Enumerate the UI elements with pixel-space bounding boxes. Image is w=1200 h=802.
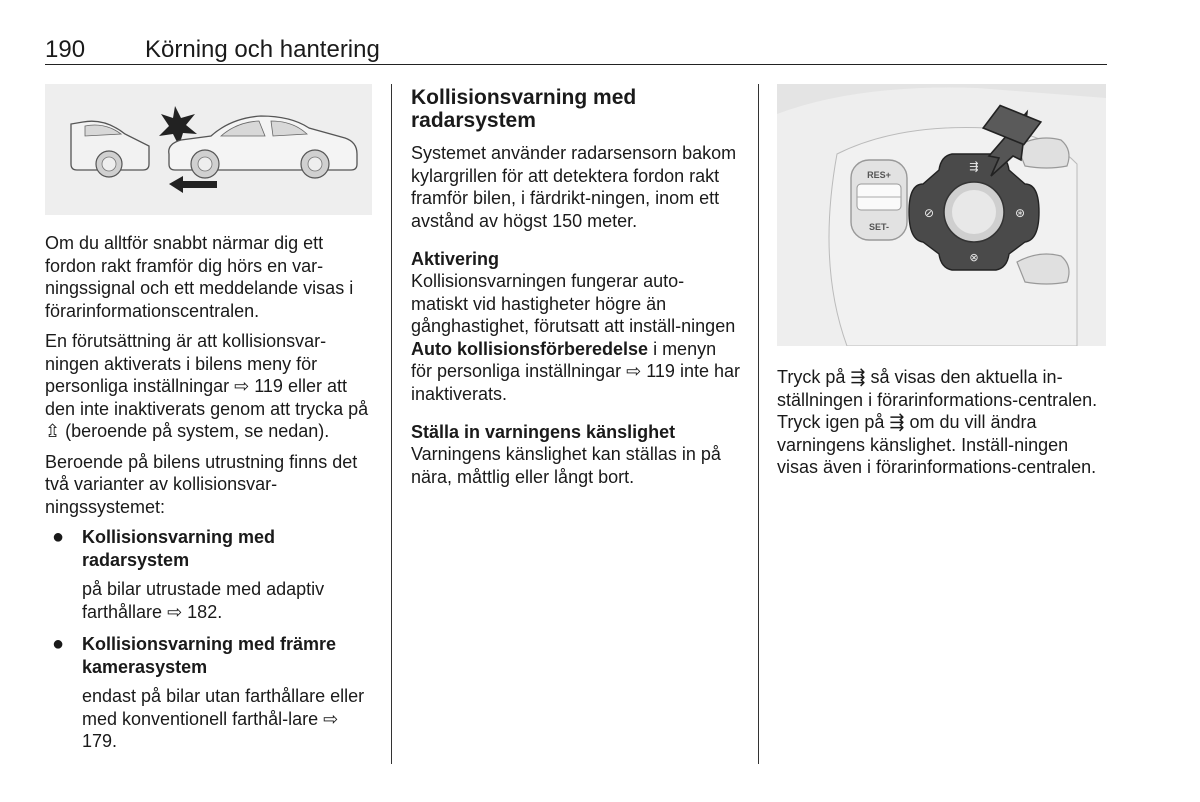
bullet-camera: ● Kollisionsvarning med främre kamerasystem [52,633,337,677]
page-ref-icon: ⇨ [167,601,183,622]
svg-text:⊛: ⊛ [1014,206,1026,220]
page-ref: 119 [646,361,675,381]
section-heading: Kollisionsvarning med radarsystem [411,86,637,132]
chapter-title: Körning och hantering [145,36,380,63]
column-right [777,366,1107,487]
bullet-radar: ● Kollisionsvarning med radarsystem [52,526,276,570]
page-ref-icon: ⇨ [234,376,250,396]
bullet-dot: ● [52,526,65,548]
radar-paragraph: Systemet använder radarsensorn bakom kylargrillen för att detektera fordon rakt framför bilen, i färdrikt-ningen, inom ett avstånd av högst 150 meter. [411,143,737,231]
svg-text:⊗: ⊗ [969,251,979,264]
page-number: 190 [45,36,86,63]
bullet-radar-body: på bilar utrustade med adaptiv farthållare ⇨ 182. [82,579,325,622]
page-ref: 179 [82,731,113,751]
prerequisite-paragraph: En förutsättning är att kollisionsvar-ningen aktiverats i bilens meny för personliga inställningar ⇨ 119 eller att den inte inaktiverats genom att trycka på ⇫ (beroende på system, se nedan). [45,331,369,441]
page-ref-icon: ⇨ [323,708,339,729]
sensitivity-icon: ⇶ [889,412,905,432]
svg-text:⊘: ⊘ [923,206,935,220]
res-label: RES+ [867,170,891,180]
steering-wheel-controls-illustration [777,84,1106,346]
intro-paragraph: Om du alltför snabbt närmar dig ett fordon rakt framför dig hörs en var-ningssignal och ett meddelande visas i förarinformationscentralen. [45,233,354,321]
setting-name: Auto kollisionsförberedelse [411,338,649,359]
page-ref-icon: ⇨ [626,361,642,381]
page-header [45,36,1107,65]
sensitivity-heading: Ställa in varningens känslighet [411,422,676,442]
bullet-dot: ● [52,633,65,655]
sensitivity-button-paragraph: Tryck på ⇶ så visas den aktuella in-ställningen i förarinformations-centralen. Tryck igen på ⇶ om du vill ändra varningens känslighet. Inställ-ningen visas även i förarinformations-centralen. [777,367,1098,477]
set-label: SET- [868,222,890,232]
svg-text:⇶: ⇶ [969,160,979,173]
collision-warning-icon: ⇫ [45,421,61,441]
column-divider-right [758,84,759,764]
column-left [45,232,375,763]
page-ref: 182 [187,601,218,622]
sensitivity-icon: ⇶ [850,367,866,387]
column-divider-left [391,84,392,764]
page-ref: 119 [254,376,283,396]
activation-heading: Aktivering [411,249,500,269]
variants-paragraph: Beroende på bilens utrustning finns det två varianter av kollisionsvar-ningssystemet: [45,451,358,517]
activation-paragraph: Kollisionsvarningen fungerar auto-matiskt vid hastigheter högre än gånghastighet, förutsatt att inställ-ningen Auto kollisionsförberedelse i menyn för personliga inställningar ⇨ 119 inte har inaktiverats. [411,271,740,404]
bullet-camera-body: endast på bilar utan farthållare eller med konventionell farthål-lare ⇨ 179. [82,686,365,751]
collision-illustration [45,84,372,215]
column-middle [411,86,741,496]
sensitivity-paragraph: Varningens känslighet kan ställas in på nära, måttlig eller långt bort. [411,444,721,487]
